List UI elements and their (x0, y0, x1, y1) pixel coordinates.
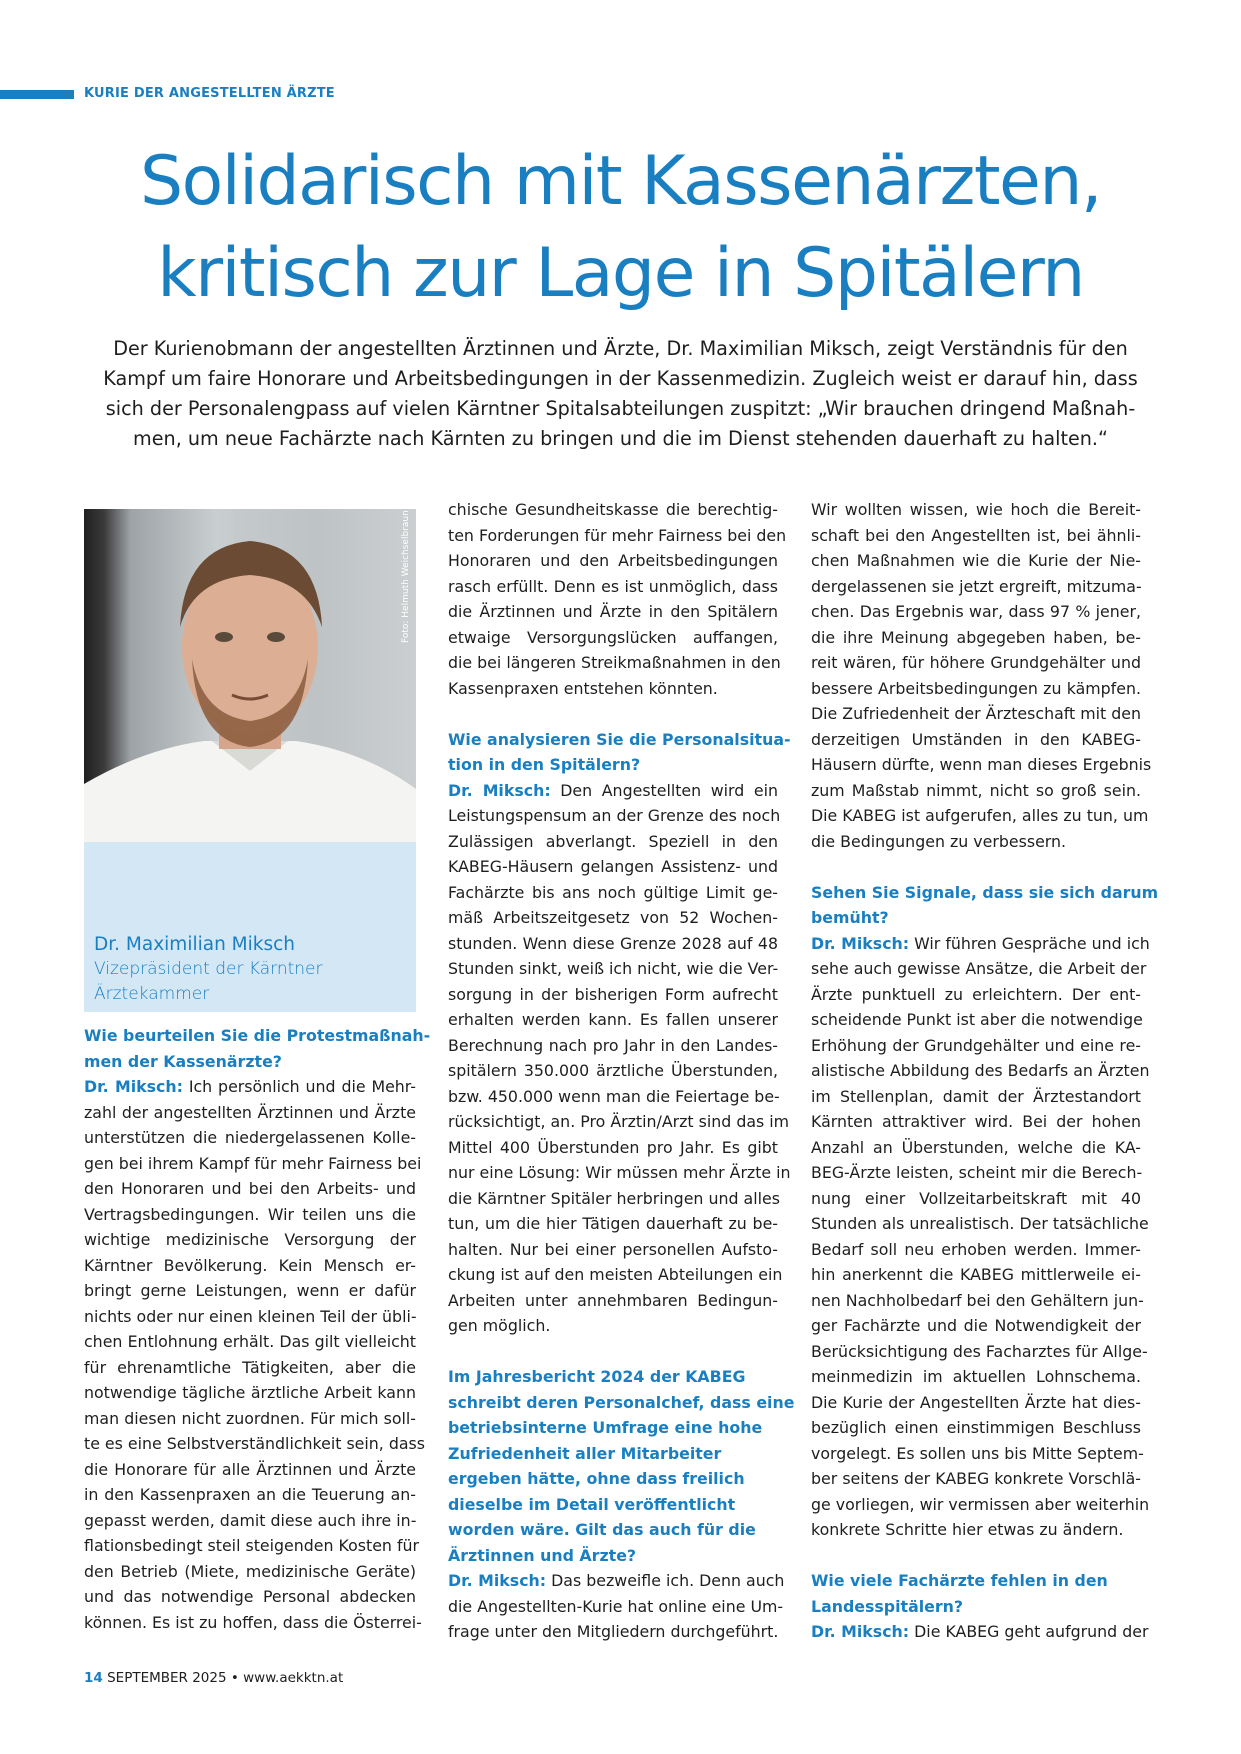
body-line: mäß Arbeitszeitgesetz von 52 Wochen- (448, 908, 778, 927)
body-line: den Honoraren und bei den Arbeits- und (84, 1179, 416, 1198)
question-line: betriebsinterne Umfrage eine hohe (448, 1418, 763, 1437)
body-line: Kärntner Bevölkerung. Kein Mensch er- (84, 1255, 416, 1275)
question-line: worden wäre. Gilt das auch für die (448, 1520, 756, 1539)
body-line: stunden. Wenn diese Grenze 2028 auf 48 (448, 933, 778, 953)
body-line: können. Es ist zu hoffen, dass die Österrei- (84, 1612, 422, 1632)
website-link[interactable]: www.aekktn.at (243, 1670, 344, 1686)
body-line: vorgelegt. Es sollen uns bis Mitte Septem- (811, 1443, 1144, 1463)
body-line: reit wären, für höhere Grundgehälter und (811, 653, 1141, 672)
body-line: flationsbedingt steil steigenden Kosten für (84, 1536, 420, 1555)
body-line: BEG-Ärzte leisten, scheint mir die Berech- (811, 1163, 1143, 1182)
body-line: zum Maßstab nimmt, nicht so groß sein. (811, 780, 1141, 800)
speaker-label: Dr. Miksch: (811, 933, 910, 953)
photo-credit: Foto: Helmuth Weichselbraun (401, 510, 411, 643)
body-line: man diesen nicht zuordnen. Für mich soll- (84, 1408, 416, 1428)
body-line: Anzahl an Überstunden, welche die KA- (811, 1137, 1141, 1157)
page-footer (84, 1670, 343, 1686)
headline-line: Solidarisch mit Kassenärzten, (139, 142, 1102, 221)
body-line: schaft bei den Angestellten ist, bei ähnli- (811, 525, 1141, 545)
body-line: scheidende Punkt ist aber die notwendige (811, 1010, 1143, 1029)
question-line: Wie viele Fachärzte fehlen in den (811, 1571, 1108, 1590)
body-line: rasch erfüllt. Denn es ist unmöglich, dass (448, 576, 778, 596)
body-line: chen Maßnahmen wie die Kurie der Nie- (811, 551, 1141, 570)
headline-line: kritisch zur Lage in Spitälern (157, 234, 1084, 313)
question-line: bemüht? (811, 908, 889, 927)
question-line: Zufriedenheit aller Mitarbeiter (448, 1443, 722, 1463)
body-line: chen Entlohnung erhält. Das gilt vielleicht (84, 1332, 416, 1351)
body-line: bezüglich einen einstimmigen Beschluss (811, 1418, 1141, 1437)
question-line: tion in den Spitälern? (448, 755, 641, 774)
body-line: meinmedizin im aktuellen Lohnschema. (811, 1367, 1141, 1386)
question-line: Im Jahresbericht 2024 der KABEG (448, 1367, 746, 1386)
article-headline (0, 136, 1241, 320)
body-line: konkrete Schritte hier etwas zu ändern. (811, 1520, 1124, 1539)
body-line: Zulässigen abverlangt. Speziell in den (448, 831, 778, 851)
body-line: dergelassenen sie jetzt ergreift, mitzuma- (811, 576, 1142, 596)
body-line: die ihre Meinung abgegeben haben, be- (811, 627, 1141, 647)
body-line: Stunden als unrealistisch. Der tatsächliche (811, 1214, 1149, 1233)
body-line: die Bedingungen zu verbessern. (811, 831, 1067, 851)
body-line: nung einer Vollzeitarbeitskraft mit 40 (811, 1188, 1141, 1208)
answer-line: Dr. Miksch: Wir führen Gespräche und ich (811, 933, 1150, 953)
body-line: chen. Das Ergebnis war, dass 97 % jener, (811, 602, 1141, 621)
body-line: halten. Nur bei einer personellen Aufsto- (448, 1239, 778, 1259)
body-line: Vertragsbedingungen. Wir teilen uns die (84, 1204, 416, 1224)
speaker-label: Dr. Miksch: (448, 780, 551, 800)
caption-role: Vizepräsident der Kärntner (94, 959, 323, 979)
question-line: Wie beurteilen Sie die Protestmaßnah- (84, 1026, 431, 1045)
body-line: Honoraren und den Arbeitsbedingungen (448, 551, 778, 570)
body-line: ber seitens der KABEG konkrete Vorschlä- (811, 1469, 1141, 1488)
body-line: die Kärntner Spitäler herbringen und alles (448, 1188, 780, 1208)
speaker-label: Dr. Miksch: (84, 1077, 183, 1096)
answer-line: Dr. Miksch: Den Angestellten wird ein (448, 780, 778, 800)
question-line: Sehen Sie Signale, dass sie sich darum (811, 882, 1159, 902)
question-line: Landesspitälern? (811, 1596, 964, 1616)
body-line: ckung ist auf den meisten Abteilungen ein (448, 1265, 783, 1284)
body-line: Die KABEG ist aufgerufen, alles zu tun, um (811, 806, 1149, 825)
body-line: Arbeiten unter annehmbaren Bedingun- (448, 1290, 778, 1310)
body-line: gen möglich. (448, 1316, 551, 1335)
body-line: ten Forderungen für mehr Fairness bei den (448, 525, 787, 545)
column-1 (84, 1023, 431, 1635)
body-line: zahl der angestellten Ärztinnen und Ärzte (84, 1102, 416, 1122)
body-line: die Ärztinnen und Ärzte in den Spitälern (448, 602, 778, 621)
body-line: Berechnung nach pro Jahr in den Landes- (448, 1035, 778, 1055)
body-line: Ärzte punktuell zu erleichtern. Der ent- (811, 984, 1141, 1004)
question-line: ergeben hätte, ohne dass freilich (448, 1469, 745, 1488)
body-line: Mittel 400 Überstunden pro Jahr. Es gibt (448, 1137, 778, 1157)
speaker-label: Dr. Miksch: (811, 1622, 910, 1641)
speaker-label: Dr. Miksch: (448, 1571, 547, 1590)
body-line: Häusern dürfte, wenn man dieses Ergebnis (811, 755, 1152, 774)
portrait-illustration (84, 509, 416, 842)
body-line: bzw. 450.000 wenn man die Feiertage be- (448, 1086, 780, 1106)
body-line: die Angestellten-Kurie hat online eine Um- (448, 1596, 784, 1616)
body-line: in den Kassenpraxen an die Teuerung an- (84, 1485, 416, 1504)
body-line: die bei längeren Streikmaßnahmen in den (448, 653, 781, 672)
body-line: Die Kurie der Angestellten Ärzte hat dies- (811, 1392, 1141, 1412)
body-line: den Betrieb (Miete, medizinische Geräte) (84, 1561, 416, 1581)
body-line: Kassenpraxen entstehen könnten. (448, 678, 718, 698)
body-line: sorgung in der bisherigen Form aufrecht (448, 984, 778, 1004)
body-line: für ehrenamtliche Tätigkeiten, aber die (84, 1357, 416, 1377)
question-line: Wie analysieren Sie die Personalsitua- (448, 729, 791, 749)
caption-role: Ärztekammer (94, 984, 210, 1004)
lead-line: Kampf um faire Honorare und Arbeitsbedingungen in der Kassenmedizin. Zugleich weist er darauf hin, dass (103, 367, 1138, 390)
page-number: 14 (84, 1670, 103, 1686)
body-line: hin anerkennt die KABEG mittlerweile ei- (811, 1265, 1141, 1284)
body-line: te es eine Selbstverständlichkeit sein, dass (84, 1434, 425, 1453)
body-line: tun, um die hier Tätigen dauerhaft zu be- (448, 1214, 778, 1233)
photo-caption (84, 842, 416, 1012)
body-line: Berücksichtigung des Facharztes für Allge- (811, 1341, 1148, 1361)
body-line: spitälern 350.000 ärztliche Überstunden, (448, 1061, 778, 1080)
body-line: unterstützen die niedergelassenen Kolle- (84, 1128, 416, 1147)
body-line: chische Gesundheitskasse die berechtig- (448, 500, 778, 519)
answer-line: Dr. Miksch: Ich persönlich und die Mehr- (84, 1077, 416, 1096)
answer-line: Dr. Miksch: Das bezweifle ich. Denn auch (448, 1571, 785, 1590)
article-lead (80, 334, 1161, 454)
body-line: die Honorare für alle Ärztinnen und Ärzte (84, 1459, 416, 1479)
body-line: gen bei ihrem Kampf für mehr Fairness bei (84, 1153, 422, 1173)
body-line: bessere Arbeitsbedingungen zu kämpfen. (811, 678, 1141, 698)
column-3 (811, 497, 1159, 1645)
body-line: gepasst werden, damit diese auch ihre in- (84, 1510, 417, 1530)
body-line: notwendige tägliche ärztliche Arbeit kann (84, 1383, 416, 1402)
issue-date: SEPTEMBER 2025 (107, 1670, 227, 1686)
body-line: frage unter den Mitgliedern durchgeführt. (448, 1622, 779, 1641)
body-line: im Stellenplan, damit der Ärztestandort (811, 1086, 1141, 1106)
body-line: derzeitigen Umständen in den KABEG- (811, 729, 1141, 749)
body-line: alistische Abbildung des Bedarfs an Ärzten (811, 1061, 1150, 1080)
lead-line: men, um neue Fachärzte nach Kärnten zu bringen und die im Dienst stehenden dauerhaft zu halten.“ (133, 427, 1108, 450)
body-line: Wir wollten wissen, wie hoch die Bereit- (811, 500, 1141, 519)
body-line: nichts oder nur einen kleinen Teil der übli- (84, 1306, 417, 1326)
body-line: Stunden sinkt, weiß ich nicht, wie die Ver- (448, 959, 779, 978)
body-line: Kärnten attraktiver wird. Bei der hohen (811, 1112, 1141, 1131)
body-line: Fachärzte bis ans noch gültige Limit ge- (448, 882, 778, 902)
body-line: sehe auch gewisse Ansätze, die Arbeit der (811, 959, 1147, 978)
question-line: Ärztinnen und Ärzte? (448, 1545, 637, 1565)
body-line: KABEG-Häusern gelangen Assistenz- und (448, 857, 778, 876)
section-color-bar (0, 90, 74, 99)
body-line: ger Fachärzte und die Notwendigkeit der (811, 1316, 1141, 1335)
section-kicker: KURIE DER ANGESTELLTEN ÄRZTE (84, 86, 335, 101)
lead-line: Der Kurienobmann der angestellten Ärztinnen und Ärzte, Dr. Maximilian Miksch, zeigt Verständnis für den (113, 337, 1128, 360)
question-line: schreibt deren Personalchef, dass eine (448, 1392, 795, 1412)
body-line: etwaige Versorgungslücken auffangen, (448, 627, 778, 647)
body-line: Bedarf soll neu erhoben werden. Immer- (811, 1239, 1141, 1259)
body-line: erhalten werden kann. Es fallen unserer (448, 1010, 778, 1029)
body-line: Leistungspensum an der Grenze des noch (448, 806, 781, 825)
body-line: wichtige medizinische Versorgung der (84, 1230, 416, 1249)
question-line: dieselbe im Detail veröffentlicht (448, 1494, 736, 1514)
answer-line: Dr. Miksch: Die KABEG geht aufgrund der (811, 1622, 1149, 1641)
column-2 (448, 497, 795, 1645)
footer-separator: • (230, 1670, 239, 1686)
body-line: ge vorliegen, wir vermissen aber weiterhin (811, 1494, 1150, 1514)
body-line: rücksichtigt, an. Pro Ärztin/Arzt sind das im (448, 1112, 790, 1131)
question-line: men der Kassenärzte? (84, 1051, 282, 1071)
caption-name: Dr. Maximilian Miksch (94, 934, 296, 955)
portrait-photo (84, 509, 416, 842)
body-line: nen Nachholbedarf bei den Gehältern jun- (811, 1290, 1144, 1310)
lead-line: sich der Personalengpass auf vielen Kärntner Spitalsabteilungen zuspitzt: „Wir brauchen dringend Maßnah- (105, 397, 1136, 420)
body-line: Die Zufriedenheit der Ärzteschaft mit den (811, 704, 1142, 723)
body-line: Erhöhung der Grundgehälter und eine re- (811, 1035, 1141, 1055)
body-line: nur eine Lösung: Wir müssen mehr Ärzte in (448, 1163, 791, 1182)
body-line: und das notwendige Personal abdecken (84, 1587, 416, 1606)
body-line: bringt gerne Leistungen, wenn er dafür (84, 1281, 416, 1300)
